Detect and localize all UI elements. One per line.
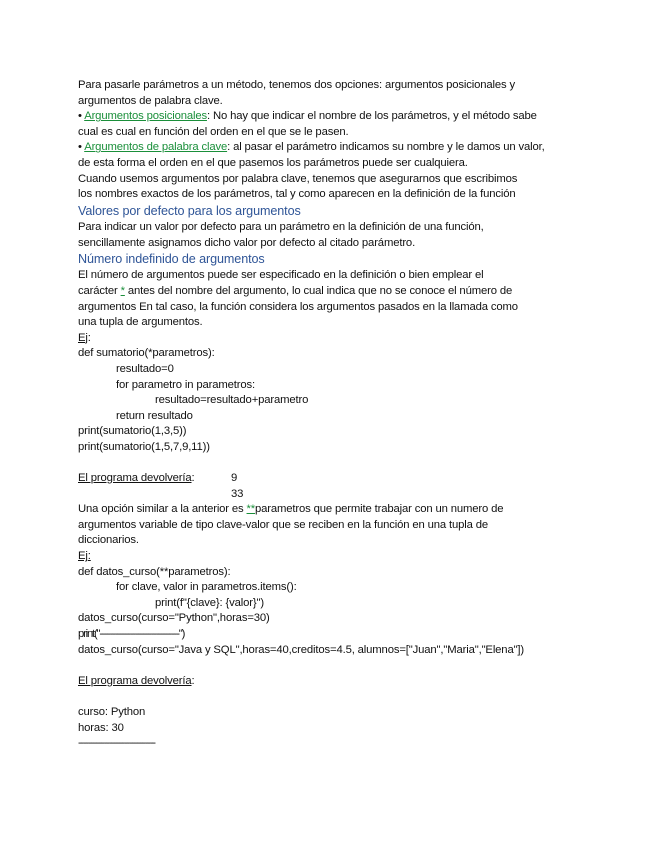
bullet-positional-text: : No hay que indicar el nombre de los parámetros, y el método sabe (206, 110, 537, 123)
spacer (78, 455, 598, 471)
code2-line-5: print("-------------------------------") (78, 628, 185, 640)
bullet-positional-line-2: cual es cual en función del orden en el que se le pasen. (78, 125, 349, 138)
code2-line-1: def datos_curso(**parametros): (78, 565, 231, 578)
kwargs-line-3: diccionarios. (78, 534, 139, 547)
text-fragment: Una opción similar a la anterior es (78, 503, 247, 516)
output2-line-1: curso: Python (78, 705, 146, 718)
keyword-note-line-2: los nombres exactos de los parámetros, tal y como aparecen en la definición de la función (78, 188, 516, 201)
code1-line-2: resultado=0 (116, 362, 174, 375)
output-label-text: El programa devolvería (78, 674, 192, 687)
code1-line-5: return resultado (116, 409, 193, 422)
code1-line-6: print(sumatorio(1,3,5)) (78, 425, 187, 438)
output-label-colon: : (191, 472, 195, 485)
bullet-keyword-text: : al pasar el parámetro indicamos su nombre y le damos un valor, (227, 141, 545, 154)
default-values-line-1: Para indicar un valor por defecto para un parámetro en la definición de una función, (78, 220, 484, 233)
example-label-text: Ej (78, 550, 88, 563)
intro-line-1: Para pasarle parámetros a un método, tenemos dos opciones: argumentos posicionales y (78, 79, 516, 91)
output-label-text: El programa devolvería (78, 472, 192, 485)
heading-indefinite-args: Número indefinido de argumentos (78, 252, 265, 267)
example2-label (78, 549, 598, 565)
bullet-mark: • (78, 110, 82, 123)
example1-output-row-2 (78, 487, 598, 503)
code1-line-3: for parametro in parametros: (116, 378, 255, 391)
example2-output-label (78, 674, 598, 690)
output-value-1: 9 (231, 472, 238, 485)
kwargs-line-1 (78, 502, 598, 518)
example-label-colon: : (87, 550, 91, 563)
code2-line-4: datos_curso(curso="Python",horas=30) (78, 612, 270, 625)
document-body (78, 78, 598, 752)
default-values-line-2: sencillamente asignamos dicho valor por defecto al citado parámetro. (78, 236, 416, 249)
code1-line-4: resultado=resultado+parametro (155, 394, 309, 407)
output2-line-3: ------------------------------ (78, 737, 155, 750)
keyword-note-line-1: Cuando usemos argumentos por palabra clave, tenemos que asegurarnos que escribimos (78, 172, 518, 185)
intro-line-2: argumentos de palabra clave. (78, 94, 223, 107)
code1-line-1: def sumatorio(*parametros): (78, 347, 215, 360)
bullet-keyword-line-2: de esta forma el orden en el que pasemos los parámetros puede ser cualquiera. (78, 156, 468, 169)
example-label-colon: : (87, 331, 91, 344)
code2-line-3: print(f"{clave}: {valor}") (155, 596, 264, 609)
output2-line-2: horas: 30 (78, 721, 124, 734)
indefinite-args-line-1: El número de argumentos puede ser especificado en la definición o bien emplear el (78, 269, 484, 282)
output-label (78, 472, 195, 484)
keyword-args-link[interactable]: Argumentos de palabra clave (84, 141, 228, 154)
text-fragment: antes del nombre del argumento, lo cual indica que no se conoce el número de (124, 284, 513, 297)
output-value-2: 33 (231, 487, 244, 500)
code1-line-7: print(sumatorio(1,5,7,9,11)) (78, 440, 210, 453)
heading-default-values: Valores por defecto para los argumentos (78, 203, 301, 218)
example-label-text: Ej (78, 331, 88, 344)
bullet-mark: • (78, 141, 82, 154)
positional-args-link[interactable]: Argumentos posicionales (84, 110, 207, 123)
example1-label (78, 331, 598, 347)
indefinite-args-line-2 (78, 284, 598, 300)
kwargs-line-2: argumentos variable de tipo clave-valor que se reciben en la función en una tupla de (78, 518, 489, 531)
code2-line-6: datos_curso(curso="Java y SQL",horas=40,creditos=4.5, alumnos=["Juan","Maria","Elena"]) (78, 643, 525, 656)
double-asterisk-link[interactable]: ** (246, 503, 256, 516)
output-label-colon: : (191, 674, 195, 687)
text-fragment: parametros que permite trabajar con un numero de (255, 503, 504, 516)
spacer (78, 689, 598, 705)
code2-line-2: for clave, valor in parametros.items(): (116, 581, 297, 594)
spacer (78, 658, 598, 674)
example1-output-row-1 (78, 471, 598, 487)
text-fragment: carácter (78, 284, 121, 297)
asterisk-link[interactable]: * (120, 284, 125, 297)
bullet-positional (78, 109, 598, 125)
indefinite-args-line-3: argumentos En tal caso, la función considera los argumentos pasados en la llamada como (78, 300, 518, 313)
bullet-keyword (78, 140, 598, 156)
indefinite-args-line-4: una tupla de argumentos. (78, 316, 203, 329)
